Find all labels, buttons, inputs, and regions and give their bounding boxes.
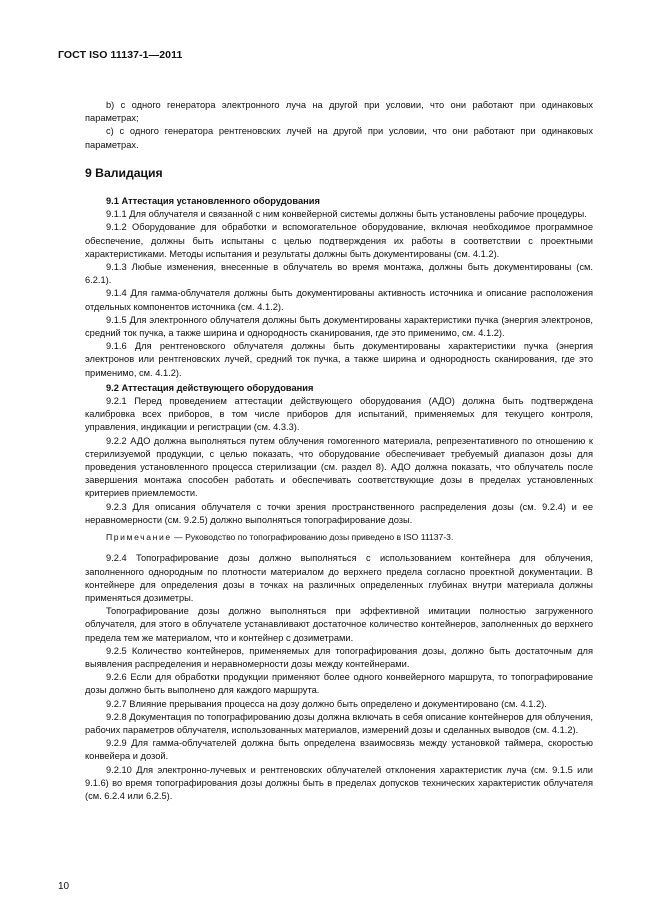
section-title: 9 Валидация: [85, 165, 163, 180]
paragraph-9-2-5: 9.2.5 Количество контейнеров, применяемых для топографирования дозы, должно быть достаточным для выявления распределения и неравномерности дозы между контейнерами.: [85, 645, 593, 669]
note-text: — Руководство по топографированию дозы приведено в ISO 11137-3.: [171, 532, 454, 543]
paragraph-9-1-6: 9.1.6 Для рентгеновского облучателя должны быть документированы характеристики пучка (энергия электронов или рентгеновских лучей, средний ток пучка, а также ширина и однородность сканирования, где это применимо, см. 4.1.2).: [85, 341, 593, 378]
paragraph-9-1-2: 9.1.2 Оборудование для обработки и вспомогательное оборудование, включая необходимое программное обеспечение, должны быть испытаны с целью подтверждения их работы в соответствии с проектными характеристиками. Методы испытания и результаты должны быть документированы (см. 4.1.2).: [85, 222, 593, 259]
paragraph-9-1-4: 9.1.4 Для гамма-облучателя должны быть документированы активность источника и описание расположения отдельных компонентов источника (см. 4.1.2).: [85, 288, 593, 312]
paragraph-9-2-1: 9.2.1 Перед проведением аттестации действующего оборудования (АДО) должна быть подтверждена калибровка всех приборов, в том числе приборов для испытаний, применяемых для текущего контроля, управления, индикации и регистрации (см. 4.3.3).: [85, 396, 593, 433]
subsection-title-9-1: 9.1 Аттестация установленного оборудования: [106, 196, 320, 207]
paragraph-9-2-6: 9.2.6 Если для обработки продукции применяют более одного конвейерного маршрута, то топографирование дозы должно быть выполнено для каждого маршрута.: [85, 672, 593, 696]
paragraph-9-2-4-continued: Топографирование дозы должно выполняться при эффективной имитации полностью загруженного облучателя, для этого в облучателе устанавливают достаточное количество контейнеров, заполненных до верхнего предела тем же материалом, что и контейнер с дозиметрами.: [85, 606, 593, 643]
paragraph-9-1-1: 9.1.1 Для облучателя и связанной с ним конвейерной системы должны быть установлены рабочие процедуры.: [106, 209, 587, 220]
paragraph-9-2-7: 9.2.7 Влияние прерывания процесса на дозу должно быть определено и документировано (см. 4.1.2).: [106, 698, 547, 709]
paragraph-9-2-10: 9.2.10 Для электронно-лучевых и рентгеновских облучателей отклонения характеристик луча (см. 9.1.5 или 9.1.6) во время топографирования дозы должны быть в пределах допусков технических характеристик облучателя (см. 6.2.4 или 6.2.5).: [85, 764, 593, 801]
paragraph-intro-b: b) с одного генератора электронного луча на другой при условии, что они работают при одинаковых параметрах;: [85, 100, 593, 124]
note: [85, 531, 593, 544]
paragraph-9-2-8: 9.2.8 Документация по топографированию дозы должна включать в себя описание контейнеров для облучения, рабочих параметров облучателя, использованных материалов, измерений дозы и сделанных выводов (см. 4.1.2).: [85, 711, 593, 735]
subsection-title-9-2: 9.2 Аттестация действующего оборудования: [106, 382, 314, 393]
paragraph-9-2-2: 9.2.2 АДО должна выполняться путем облучения гомогенного материала, репрезентативного по отношению к стерилизуемой продукции, с целью показать, что оборудование обеспечивает требуемый диапазон дозы для проведения установленного процесса стерилизации (см. раздел 8). АДО должна показать, что облучатель после завершения монтажа способен работать и обеспечивать соответствующие дозы в пределах установленных критериев приемлемости.: [85, 435, 593, 499]
paragraph-9-2-9: 9.2.9 Для гамма-облучателей должна быть определена взаимосвязь между установкой таймера, скоростью конвейера и дозой.: [85, 738, 593, 762]
paragraph-9-2-4: 9.2.4 Топографирование дозы должно выполняться с использованием контейнера для облучения, заполненного однородным по плотности материалом до верхнего предела согласно проектной документации. В контейнере для определения дозы в точках на различных определенных глубинах внутри материала должны применяться дозиметры.: [85, 553, 593, 603]
note-label: Примечание: [106, 532, 172, 543]
paragraph-intro-c: c) с одного генератора рентгеновских лучей на другой при условии, что они работают при одинаковых параметрах.: [85, 126, 593, 150]
standard-header: ГОСТ ISO 11137-1—2011: [58, 49, 183, 61]
page-number: 10: [58, 881, 70, 892]
page-content: [85, 99, 593, 803]
paragraph-9-2-3: 9.2.3 Для описания облучателя с точки зрения пространственного распределения дозы (см. 9.2.4) и ее неравномерности (см. 9.2.5) должно выполняться топографирование дозы.: [85, 501, 593, 525]
paragraph-9-1-3: 9.1.3 Любые изменения, внесенные в облучатель во время монтажа, должны быть документированы (см. 6.2.1).: [85, 262, 593, 286]
paragraph-9-1-5: 9.1.5 Для электронного облучателя должны быть документированы характеристики пучка (энергия электронов, средний ток пучка, а также ширина и однородность сканирования, где это применимо, см. 4.1.2).: [85, 314, 593, 339]
